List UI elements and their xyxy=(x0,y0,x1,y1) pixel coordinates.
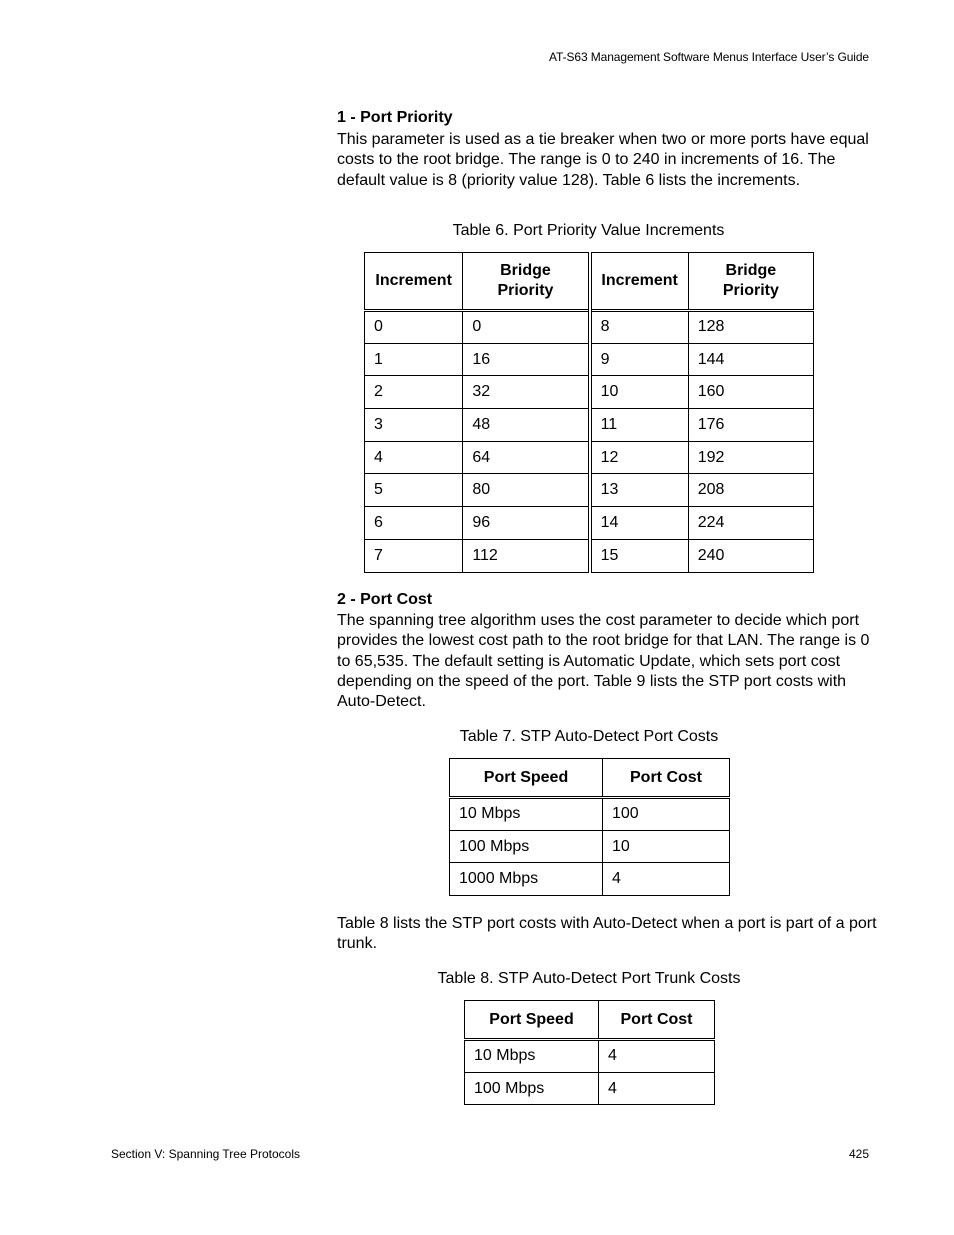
table6-header-bridge-priority: Bridge Priority xyxy=(688,253,813,311)
table6-cell: 48 xyxy=(463,409,590,442)
table7-cell: 100 xyxy=(603,798,730,831)
table6-cell: 16 xyxy=(463,343,590,376)
table8-cell: 4 xyxy=(599,1040,715,1073)
table8-cell: 10 Mbps xyxy=(465,1040,599,1073)
table6-cell: 13 xyxy=(590,474,689,507)
table-row xyxy=(365,474,814,507)
table6-cell: 80 xyxy=(463,474,590,507)
table-row xyxy=(365,507,814,540)
table6-cell: 8 xyxy=(590,311,689,344)
table6-cell: 10 xyxy=(590,376,689,409)
table7-header-port-cost: Port Cost xyxy=(603,759,730,798)
table6-cell: 5 xyxy=(365,474,463,507)
table8-header-port-speed: Port Speed xyxy=(465,1001,599,1040)
table7-cell: 10 xyxy=(603,830,730,863)
table-row xyxy=(465,1072,715,1105)
table-row xyxy=(450,863,730,896)
port-priority-table xyxy=(364,252,814,573)
table8-caption: Table 8. STP Auto-Detect Port Trunk Costs xyxy=(437,970,741,987)
table7-cell: 100 Mbps xyxy=(450,830,603,863)
table6-cell: 64 xyxy=(463,441,590,474)
table6-cell: 240 xyxy=(688,539,813,572)
table-row xyxy=(465,1040,715,1073)
table6-cell: 96 xyxy=(463,507,590,540)
table6-cell: 15 xyxy=(590,539,689,572)
port-priority-heading: 1 - Port Priority xyxy=(337,109,453,126)
table6-cell: 224 xyxy=(688,507,813,540)
table6-cell: 9 xyxy=(590,343,689,376)
table6-cell: 208 xyxy=(688,474,813,507)
table8-cell: 4 xyxy=(599,1072,715,1105)
table6-cell: 32 xyxy=(463,376,590,409)
table6-cell: 11 xyxy=(590,409,689,442)
table6-cell: 2 xyxy=(365,376,463,409)
table6-cell: 0 xyxy=(365,311,463,344)
table6-cell: 160 xyxy=(688,376,813,409)
trunk-intro-paragraph: Table 8 lists the STP port costs with Auto-Detect when a port is part of a port trunk. xyxy=(337,915,877,953)
table6-cell: 14 xyxy=(590,507,689,540)
table6-header-increment: Increment xyxy=(365,253,463,311)
table8-cell: 100 Mbps xyxy=(465,1072,599,1105)
table6-cell: 6 xyxy=(365,507,463,540)
table-row xyxy=(365,311,814,344)
table-row xyxy=(365,409,814,442)
table7-cell: 1000 Mbps xyxy=(450,863,603,896)
page-number: 425 xyxy=(848,1147,869,1161)
table6-cell: 12 xyxy=(590,441,689,474)
port-cost-paragraph: The spanning tree algorithm uses the cost parameter to decide which port provides the lowest cost path to the root bridge for that LAN. The range is 0 to 65,535. The default setting is Automatic Update, which sets port cost depending on the speed of the port. Table 9 lists the STP port costs with Auto-Detect. xyxy=(337,612,870,711)
footer-section: Section V: Spanning Tree Protocols xyxy=(111,1147,300,1161)
port-priority-paragraph: This parameter is used as a tie breaker when two or more ports have equal costs to the root bridge. The range is 0 to 240 in increments of 16. The default value is 8 (priority value 128). Table 6 lists the increments. xyxy=(337,131,869,189)
table-row xyxy=(365,343,814,376)
table7-cell: 10 Mbps xyxy=(450,798,603,831)
table7-cell: 4 xyxy=(603,863,730,896)
table-row xyxy=(365,376,814,409)
table-row xyxy=(450,798,730,831)
table6-cell: 192 xyxy=(688,441,813,474)
table6-cell: 0 xyxy=(463,311,590,344)
table6-cell: 112 xyxy=(463,539,590,572)
table6-cell: 176 xyxy=(688,409,813,442)
table-row xyxy=(450,830,730,863)
table7-caption: Table 7. STP Auto-Detect Port Costs xyxy=(459,728,719,745)
table6-cell: 128 xyxy=(688,311,813,344)
table6-cell: 144 xyxy=(688,343,813,376)
port-cost-table xyxy=(449,758,730,896)
table-row xyxy=(365,539,814,572)
table6-cell: 1 xyxy=(365,343,463,376)
table6-cell: 3 xyxy=(365,409,463,442)
port-cost-heading: 2 - Port Cost xyxy=(337,591,433,608)
table7-header-port-speed: Port Speed xyxy=(450,759,603,798)
table8-header-port-cost: Port Cost xyxy=(599,1001,715,1040)
table6-cell: 4 xyxy=(365,441,463,474)
table6-header-increment: Increment xyxy=(590,253,689,311)
table6-caption: Table 6. Port Priority Value Increments xyxy=(452,222,725,239)
table6-cell: 7 xyxy=(365,539,463,572)
table6-header-bridge-priority: Bridge Priority xyxy=(463,253,590,311)
running-header: AT-S63 Management Software Menus Interface User’s Guide xyxy=(549,50,869,64)
table-row xyxy=(365,441,814,474)
port-trunk-cost-table xyxy=(464,1000,715,1105)
